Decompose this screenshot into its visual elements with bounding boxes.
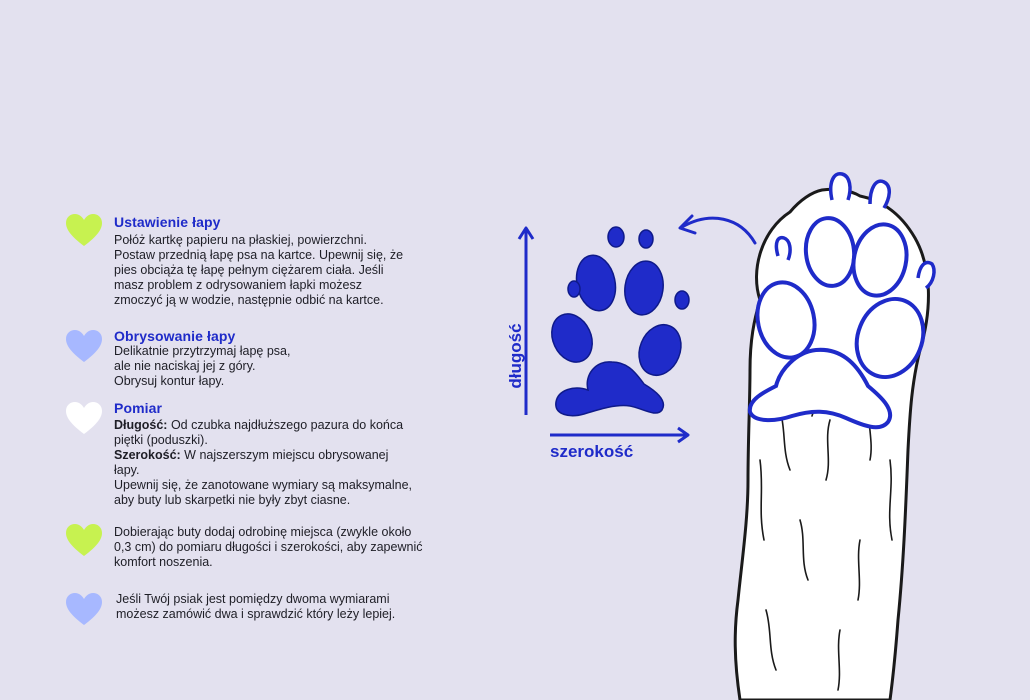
tip-line: możesz zamówić dwa i sprawdzić który leży lepiej. bbox=[116, 607, 396, 621]
step-tracing bbox=[66, 327, 466, 391]
step-title: Ustawienie łapy bbox=[114, 214, 221, 230]
step-line: Delikatnie przytrzymaj łapę psa, bbox=[114, 344, 291, 358]
tip-line: Dobierając buty dodaj odrobinę miejsca (zwykle około bbox=[114, 525, 412, 539]
step-line: zmoczyć ją w wodzie, następnie odbić na kartce. bbox=[114, 293, 384, 307]
step-description bbox=[114, 418, 466, 508]
tip-extra-room bbox=[66, 523, 466, 575]
periwinkle-heart-icon bbox=[66, 330, 102, 363]
tip-line: Jeśli Twój psiak jest pomiędzy dwoma wymiarami bbox=[116, 592, 390, 606]
step-line: masz problem z odrysowaniem łapki możesz bbox=[114, 278, 363, 292]
step-line: ale nie naciskaj jej z góry. bbox=[114, 359, 256, 373]
step-line: Obrysuj kontur łapy. bbox=[114, 374, 225, 388]
width-line bbox=[114, 448, 466, 463]
step-description bbox=[114, 344, 466, 389]
white-heart-icon bbox=[66, 402, 102, 435]
step-line: pies obciąża tę łapę pełnym ciężarem ciała. Jeśli bbox=[114, 263, 384, 277]
length-label: Długość: bbox=[114, 418, 168, 432]
tip-description bbox=[116, 592, 466, 622]
step-line: Postaw przednią łapę psa na kartce. Upewnij się, że bbox=[114, 248, 404, 262]
step-title: Obrysowanie łapy bbox=[114, 328, 236, 344]
tip-between-sizes bbox=[66, 592, 466, 632]
tip-description bbox=[114, 525, 466, 570]
length-line-continued: piętki (poduszki). bbox=[114, 433, 208, 447]
step-measurement bbox=[66, 399, 466, 509]
dog-paw-illustration-icon bbox=[720, 160, 960, 700]
width-label: Szerokość: bbox=[114, 448, 181, 462]
lime-heart-icon bbox=[66, 214, 102, 247]
width-text: W najszerszym miejscu obrysowanej bbox=[180, 448, 389, 462]
step-paw-placement bbox=[66, 214, 466, 314]
width-axis-label: szerokość bbox=[550, 442, 634, 461]
periwinkle-heart-icon bbox=[66, 593, 102, 626]
lime-heart-icon bbox=[66, 524, 102, 557]
step-title: Pomiar bbox=[114, 400, 163, 416]
step-description bbox=[114, 233, 466, 308]
width-line-continued: łapy. bbox=[114, 463, 140, 477]
tip-line: 0,3 cm) do pomiaru długości i szerokości, aby zapewnić bbox=[114, 540, 423, 554]
step-line: Połóż kartkę papieru na płaskiej, powierzchni. bbox=[114, 233, 367, 247]
paw-measurement-diagram bbox=[488, 210, 718, 480]
tip-line: komfort noszenia. bbox=[114, 555, 213, 569]
length-line bbox=[114, 418, 466, 433]
length-text: Od czubka najdłuższego pazura do końca bbox=[167, 418, 404, 432]
step-line: Upewnij się, że zanotowane wymiary są maksymalne, bbox=[114, 478, 413, 492]
length-axis-label: długość bbox=[506, 323, 525, 389]
step-line: aby buty lub skarpetki nie były zbyt ciasne. bbox=[114, 493, 351, 507]
